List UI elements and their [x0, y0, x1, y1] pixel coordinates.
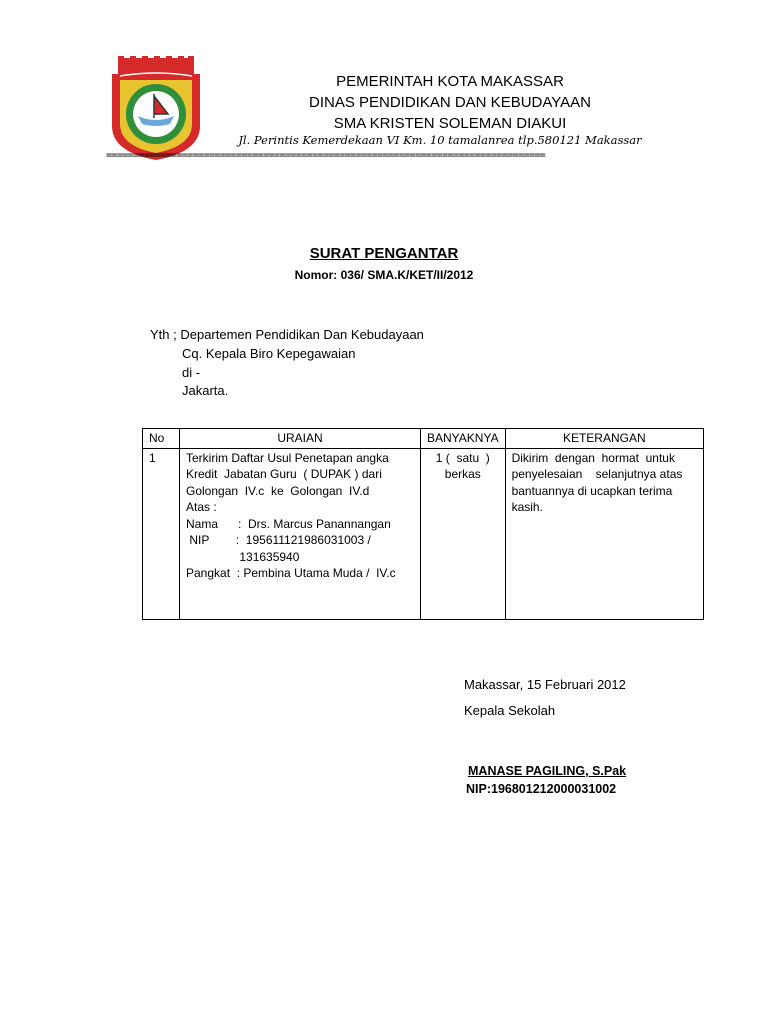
header-line-1: PEMERINTAH KOTA MAKASSAR [336, 73, 564, 90]
banyaknya-line: berkas [444, 467, 481, 481]
signer-name: MANASE PAGILING, S.Pak [468, 764, 627, 778]
keterangan-line: Dikirim dengan hormat untuk [511, 450, 675, 465]
header-divider: ================================================================================= [106, 150, 546, 161]
addressee-line-1: Yth ; Departemen Pendidikan Dan Kebudayaan [150, 327, 424, 342]
uraian-line: Kredit Jabatan Guru ( DUPAK ) dari [186, 467, 382, 481]
header-no: No [143, 429, 180, 449]
header-line-3: SMA KRISTEN SOLEMAN DIAKUI [333, 115, 567, 132]
keterangan-line: kasih. [511, 500, 543, 514]
cell-uraian [180, 448, 421, 619]
addressee-line-3: di - [182, 365, 201, 380]
header-keterangan: KETERANGAN [505, 429, 703, 449]
letter-title-wrap [0, 245, 768, 262]
items-table [142, 428, 704, 620]
place-date: Makassar, 15 Februari 2012 [464, 677, 626, 692]
header-address: Jl. Perintis Kemerdekaan VI Km. 10 tamalanrea tlp.580121 Makassar [238, 133, 642, 147]
signer-nip: NIP:196801212000031002 [466, 782, 617, 796]
uraian-line: Golongan IV.c ke Golongan IV.d [186, 483, 370, 498]
uraian-line: 131635940 [186, 549, 300, 564]
banyaknya-line: 1 ( satu ) [435, 450, 490, 465]
table-header-row [143, 429, 704, 449]
city-emblem-logo [108, 56, 204, 162]
uraian-line: Nama : Drs. Marcus Panannangan [186, 516, 391, 531]
header-line-2: DINAS PENDIDIKAN DAN KEBUDAYAAN [308, 94, 591, 111]
letter-title: SURAT PENGANTAR [309, 245, 459, 262]
letter-number: Nomor: 036/ SMA.K/KET/II/2012 [294, 268, 474, 282]
addressee-line-2: Cq. Kepala Biro Kepegawaian [182, 346, 356, 361]
header-banyaknya: BANYAKNYA [421, 429, 506, 449]
signer-position: Kepala Sekolah [464, 703, 556, 718]
cell-banyaknya [421, 448, 506, 619]
uraian-line: Pangkat : Pembina Utama Muda / IV.c [186, 566, 396, 580]
header-uraian: URAIAN [180, 429, 421, 449]
keterangan-line: bantuannya di ucapkan terima [511, 483, 673, 498]
addressee-line-4: Jakarta. [182, 383, 229, 398]
keterangan-line: penyelesaian selanjutnya atas [511, 467, 683, 481]
uraian-line: Terkirim Daftar Usul Penetapan angka [186, 450, 389, 465]
uraian-line: NIP : 195611121986031003 / [186, 533, 371, 547]
cell-keterangan [505, 448, 703, 619]
uraian-line: Atas : [186, 500, 217, 514]
cell-no: 1 [143, 448, 180, 619]
table-row [143, 448, 704, 619]
